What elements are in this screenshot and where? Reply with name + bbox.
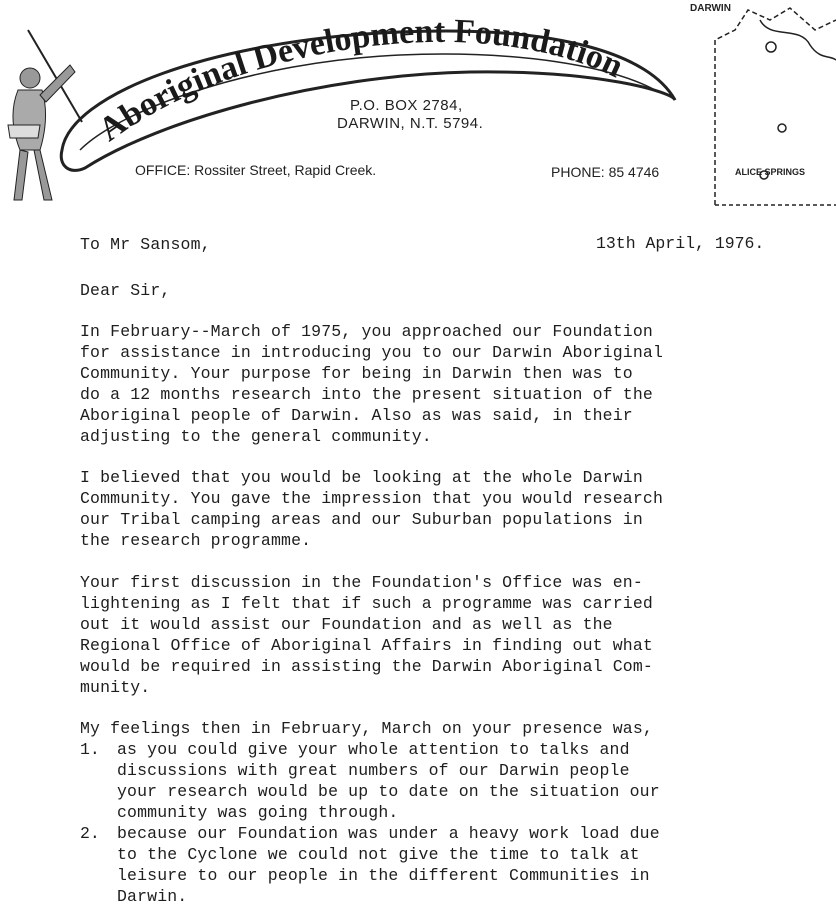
list-item-line: discussions with great numbers of our Darwin people [117,761,630,780]
paragraph-line: do a 12 months research into the present situation of the [80,385,653,404]
org-name-banner: Aboriginal Development Foundation [92,12,629,149]
office-address: OFFICE: Rossiter Street, Rapid Creek. [135,162,377,178]
list-item-line: Darwin. [117,887,188,906]
paragraph-line: I believed that you would be looking at the whole Darwin [80,468,643,487]
list-item-line: to the Cyclone we could not give the time to talk at [117,845,640,864]
list-item-line: leisure to our people in the different Communities in [117,866,650,885]
paragraph-line: Aboriginal people of Darwin. Also as was said, in their [80,406,633,425]
paragraph-line: My feelings then in February, March on your presence was, [80,719,653,738]
list-item-line: as you could give your whole attention to talks and [117,740,630,759]
map-label-darwin: DARWIN [690,3,731,14]
list-item-line: because our Foundation was under a heavy work load due [117,824,660,843]
greeting-line: Dear Sir, [80,281,171,300]
paragraph-line: Regional Office of Aboriginal Affairs in finding out what [80,636,653,655]
letter-date: 13th April, 1976. [596,234,765,253]
paragraph-line: for assistance in introducing you to our Darwin Aboriginal [80,343,663,362]
phone-number: PHONE: 85 4746 [551,164,660,180]
letterhead [0,0,836,215]
list-number: 2. [80,824,100,843]
aboriginal-figure-icon [8,30,82,200]
paragraph-line: In February--March of 1975, you approached our Foundation [80,322,653,341]
list-number: 1. [80,740,100,759]
postal-city: DARWIN, N.T. 5794. [337,115,484,132]
paragraph-line: our Tribal camping areas and our Suburban populations in [80,510,643,529]
paragraph-line: the research programme. [80,531,312,550]
paragraph-line: lightening as I felt that if such a programme was carried [80,594,653,613]
po-box: P.O. BOX 2784, [350,97,463,114]
paragraph-line: adjusting to the general community. [80,427,432,446]
paragraph-line: Community. You gave the impression that you would research [80,489,663,508]
paragraph-line: out it would assist our Foundation and as well as the [80,615,613,634]
paragraph-line: Your first discussion in the Foundation's Office was en- [80,573,643,592]
addressee-line: To Mr Sansom, [80,235,211,254]
paragraph-line: munity. [80,678,151,697]
paragraph-line: Community. Your purpose for being in Darwin then was to [80,364,633,383]
list-item-line: community was going through. [117,803,399,822]
paragraph-line: would be required in assisting the Darwin Aboriginal Com- [80,657,653,676]
map-label-alice-springs: ALICE SPRINGS [735,167,806,177]
list-item-line: your research would be up to date on the situation our [117,782,660,801]
